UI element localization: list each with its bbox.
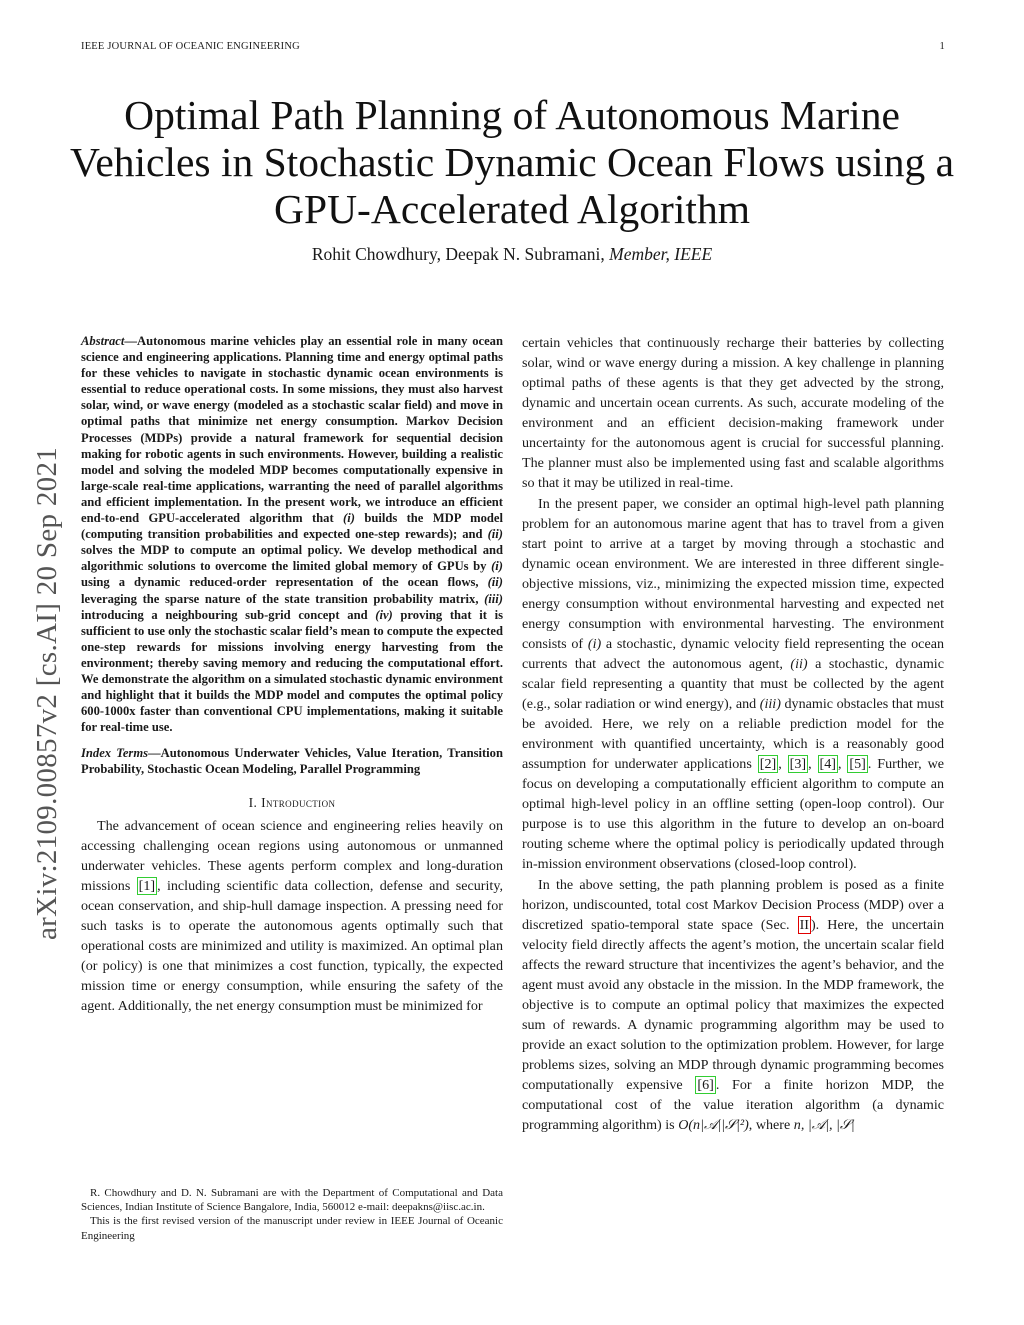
citation-link[interactable]: [1]: [138, 877, 156, 894]
intro-paragraph: The advancement of ocean science and engineering relies heavily on accessing challenging ocean regions using autonomous or unmanned underwater vehicles. These agents perform complex and long-duration missions [1] , including scientific data collection, defense and security, ocean conservation, and ship-hull damage inspection. A pressing need for such tasks is to operate the autonomous agents optimally such that operational costs are minimized and utility is maximized. An optimal plan (or policy) is one that minimizes a cost function, typically, the expected mission time or energy consumption, while ensuring the safety of the agent. Additionally, the net energy consumption must be minimized for: [81, 817, 503, 1014]
index-terms-label: Index Terms: [81, 746, 149, 761]
abstract-label: Abstract: [81, 334, 125, 348]
page-number: 1: [939, 41, 945, 52]
citation-link[interactable]: [4]: [819, 756, 836, 772]
footnotes: [81, 1186, 503, 1243]
author-line: [60, 244, 964, 265]
journal-name: IEEE JOURNAL OF OCEANIC ENGINEERING: [81, 41, 300, 52]
problem-paragraph: In the present paper, we consider an optimal high-level path planning problem for an autonomous marine agent that has to travel from a given start point to arrive at a target by moving through a stochastic and dynamic ocean environment. We are interested in three different single-objective missions, viz., minimizing the expected mission time, expected energy consumption without environmental harvesting and expected net energy consumption with environmental harvesting. The environment consists of (i) a stochastic, dynamic velocity field representing the ocean currents that advect the autonomous agent, (ii) a stochastic, dynamic scalar field representing a quantity that must be collected by the agent (e.g., solar radiation or wind energy), and (iii) dynamic obstacles that must be avoided. Here, we rely on a reliable prediction model for the environment with quantified uncertainty, which is a reasonably good assumption for underwater applications [2] , [3] , [4] , [5] . Further, we focus on developing a computationally efficient algorithm to compute an optimal high-level policy in an offline setting (open-loop control). Our purpose is to use this algorithm in the future to develop an on-board routing scheme where the optimal policy is periodically updated through in-mission environment observations (closed-loop control).: [522, 496, 945, 872]
arxiv-identifier: arXiv:2109.00857v2 [cs.AI] 20 Sep 2021: [31, 446, 63, 940]
formula-variables: n, |𝒜|, |𝒮|: [793, 1117, 855, 1133]
section-reference-link[interactable]: II: [799, 917, 809, 933]
continued-paragraph: certain vehicles that continuously recharge their batteries by collecting solar, wind or wave energy during a mission. A key challenge in planning optimal paths of these agents is that they get advected by the strong, dynamic and uncertain ocean currents. As such, accurate modeling of the environment and an efficient decision-making framework under uncertainty for the autonomous agent is crucial for successful planning. The planner must also be implemented using fast and scalable algorithms so that it may be utilized in real-time.: [522, 335, 944, 491]
left-column: [81, 333, 503, 1016]
section-heading-introduction: I. Introduction: [248, 794, 336, 810]
mdp-paragraph: In the above setting, the path planning problem is posed as a finite horizon, undiscounted, total cost Markov Decision Process (MDP) over a discretized spatio-temporal state space (Sec. II ). Here, the uncertain velocity field directly affects the agent’s motion, the uncertain scalar field affects the reward structure that incentivizes the agent’s behavior, and the agent must avoid any obstacle in the mission. In the MDP framework, the objective is to compute an optimal policy that maximizes the expected sum of rewards. A dynamic programming algorithm may be used to provide an exact solution to the optimization problem. However, for large problems sizes, solving an MDP through dynamic programming becomes computationally expensive [6] . For a finite horizon MDP, the computational cost of the value iteration algorithm (a dynamic programming algorithm) is O(n|𝒜||𝒮|²), where n, |𝒜|, |𝒮|: [522, 877, 944, 1133]
citation-link[interactable]: [3]: [789, 756, 807, 772]
right-column: [522, 333, 944, 1135]
paper-title: Optimal Path Planning of Autonomous Marine Vehicles in Stochastic Dynamic Ocean Flows using a GPU-Accelerated Algorithm: [69, 92, 954, 232]
citation-link[interactable]: [6]: [697, 1077, 714, 1093]
abstract: Abstract—Autonomous marine vehicles play an essential role in many ocean science and engineering applications. Planning time and energy optimal paths for these vehicles to navigate in stochastic dynamic ocean environments is essential to reduce operational costs. In some missions, they must also harvest solar, wind, or wave energy (modeled as a stochastic scalar field) and move in optimal paths that minimize net energy consumption. Markov Decision Processes (MDPs) provide a natural framework for sequential decision making for robotic agents in such environments. However, building a realistic model and solving the modeled MDP becomes computationally expensive in large-scale real-time applications, warranting the need of parallel algorithms and efficient implementation. In the present work, we introduce an efficient end-to-end GPU-accelerated algorithm that (i) builds the MDP model (computing transition probabilities and expected one-step rewards); and (ii) solves the MDP to compute an optimal policy. We develop methodical and algorithmic solutions to overcome the limited global memory of GPUs by (i) using a dynamic reduced-order representation of the ocean flows, (ii) leveraging the sparse nature of the state transition probability matrix, (iii) introducing a neighbouring sub-grid concept and (iv) proving that it is sufficient to use only the stochastic scalar field’s mean to compute the expected one-step rewards for missions involving energy harvesting from the environment; thereby saving memory and reducing the computational effort. We demonstrate the algorithm on a simulated stochastic dynamic environment and highlight that it builds the MDP model and computes the optimal policy 600-1000x faster than conventional CPU implementations, making it suitable for real-time use.: [81, 334, 503, 735]
author-membership: Member, IEEE: [609, 244, 713, 264]
author-names: Rohit Chowdhury, Deepak N. Subramani,: [311, 244, 605, 264]
complexity-formula: O(n|𝒜||𝒮|²): [678, 1117, 749, 1133]
footnote-affiliation: R. Chowdhury and D. N. Subramani are with the Department of Computational and Data Sciences, Indian Institute of Science Bangalore, India, 560012 e-mail: deepakns@iisc.ac.in.: [81, 1187, 503, 1214]
citation-link[interactable]: [2]: [759, 756, 777, 772]
footnote-revision: This is the first revised version of the manuscript under review in IEEE Journal of Oceanic Engineering: [81, 1215, 503, 1242]
citation-link[interactable]: [5]: [849, 756, 866, 772]
index-terms: Index Terms—Autonomous Underwater Vehicles, Value Iteration, Transition Probability, Stochastic Ocean Modeling, Parallel Programming: [81, 746, 503, 777]
